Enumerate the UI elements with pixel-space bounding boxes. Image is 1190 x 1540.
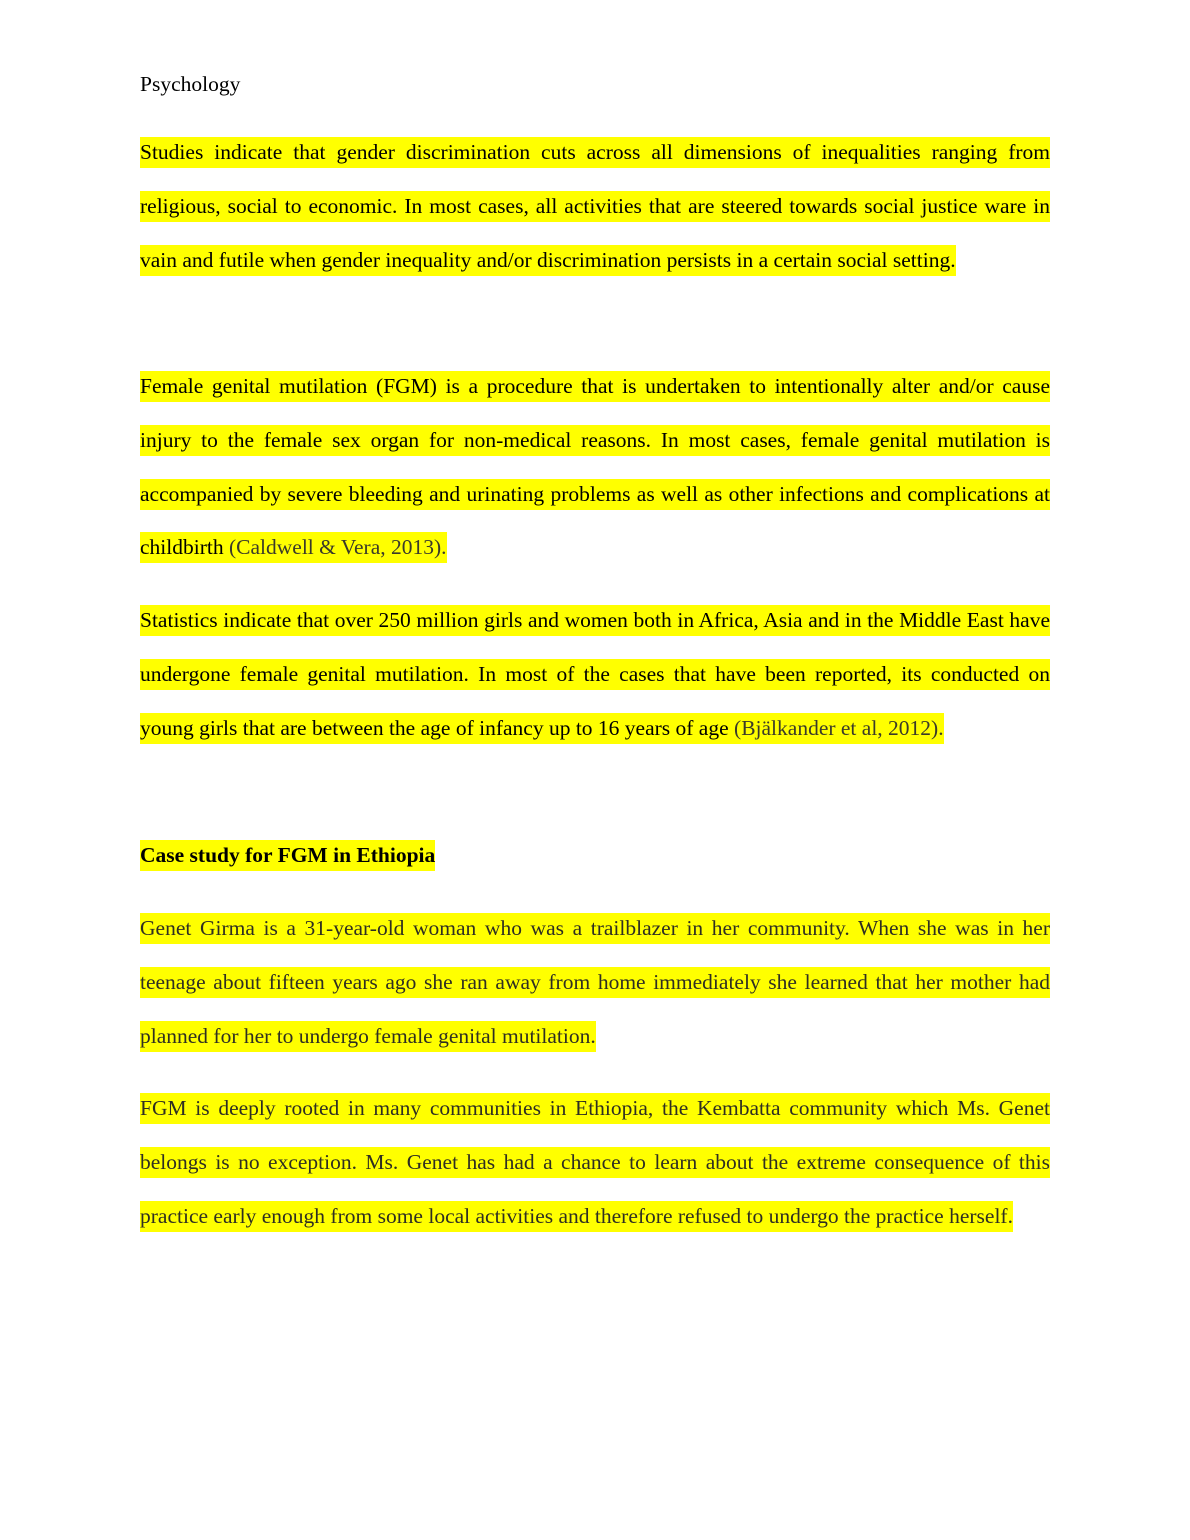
running-header: Psychology — [140, 72, 241, 96]
paragraph-genet-girma — [140, 902, 1050, 1063]
paragraph-gender-discrimination — [140, 126, 1050, 287]
section-heading-text: Case study for FGM in Ethiopia — [140, 840, 435, 871]
section-heading — [140, 829, 1050, 883]
paragraph-fgm-definition — [140, 360, 1050, 575]
paragraph-text: Studies indicate that gender discrimination cuts across all dimensions of inequalities ranging from religious, social to economic. In most cases, all activities that are steered towards social justice ware in vain and futile when gender inequality and/or discrimination persists in a certain social setting. — [140, 137, 1050, 276]
citation: (Caldwell & Vera, 2013). — [229, 532, 447, 563]
paragraph-text: Genet Girma is a 31-year-old woman who was a trailblazer in her community. When she was in her teenage about fifteen years ago she ran away from home immediately she learned that her mother had planned for her to undergo female genital mutilation. — [140, 913, 1050, 1052]
paragraph-kembatta-community — [140, 1082, 1050, 1243]
paragraph-text: Female genital mutilation (FGM) is a procedure that is undertaken to intentionally alter and/or cause injury to the female sex organ for non-medical reasons. In most cases, female genital mutilation is accompanied by severe bleeding and urinating problems as well as other infections and complications at childbirth — [140, 371, 1050, 563]
paragraph-text: FGM is deeply rooted in many communities in Ethiopia, the Kembatta community which Ms. Genet belongs is no exception. Ms. Genet has had a chance to learn about the extreme consequence of this practice early enough from some local activities and therefore refused to undergo the practice herself. — [140, 1093, 1050, 1232]
paragraph-fgm-statistics — [140, 594, 1050, 755]
citation: (Bjälkander et al, 2012). — [734, 713, 944, 744]
paragraph-text: Statistics indicate that over 250 million girls and women both in Africa, Asia and in the Middle East have undergone female genital mutilation. In most of the cases that have been reported, its conducted on young girls that are between the age of infancy up to 16 years of age — [140, 605, 1050, 744]
